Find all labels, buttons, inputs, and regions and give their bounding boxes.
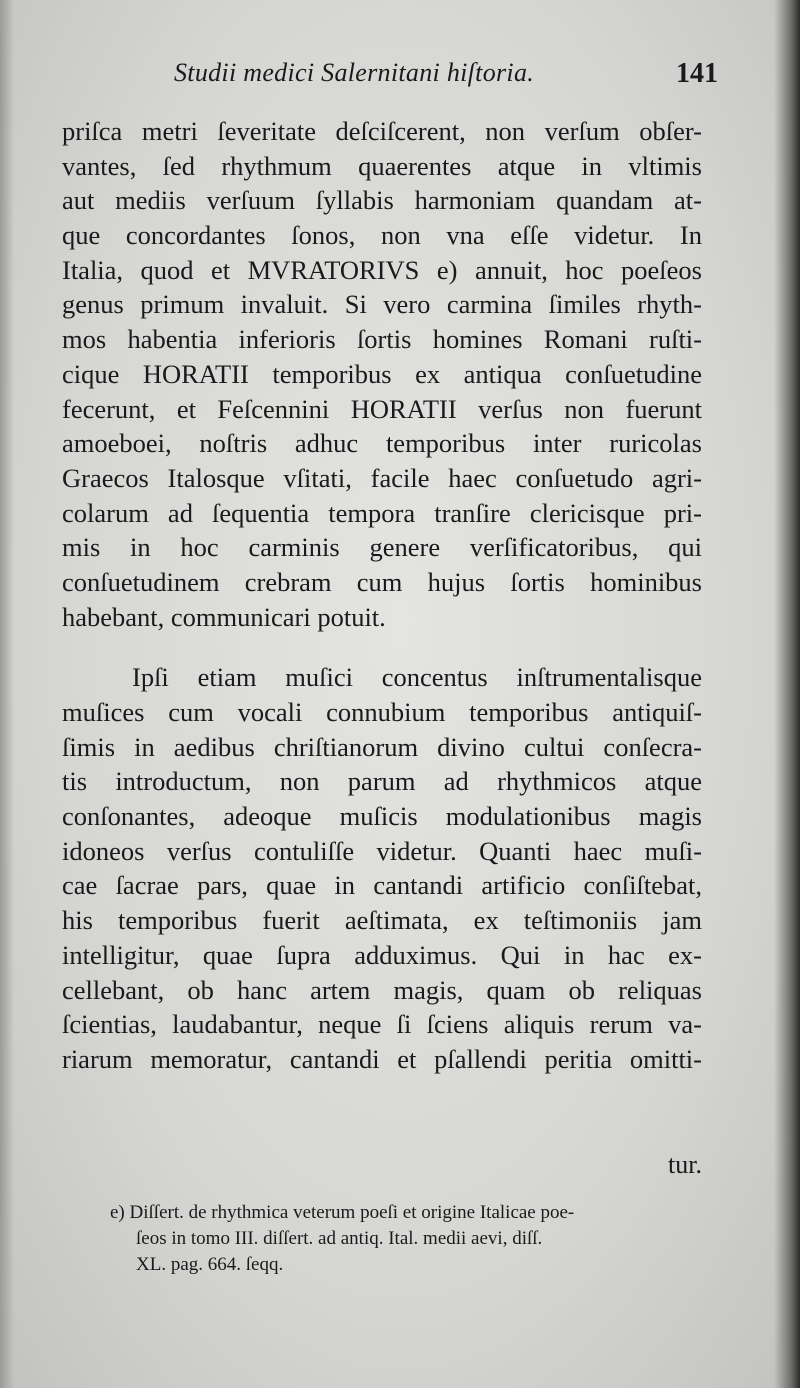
text-line: cique HORATII temporibus ex antiqua conſuetudine	[62, 358, 702, 389]
text-line: genus primum invaluit. Si vero carmina ſimiles rhyth-	[62, 289, 702, 320]
page-edge-shadow-right	[774, 0, 800, 1388]
text-line: cellebant, ob hanc artem magis, quam ob reliquas	[62, 974, 702, 1005]
page-number: 141	[676, 58, 718, 89]
text-line: colarum ad ſequentia tempora tranſire clericisque pri-	[62, 497, 702, 528]
footnote-line: XL. pag. 664. ſeqq.	[136, 1254, 284, 1275]
running-head: Studii medici Salernitani hiſtoria.	[174, 58, 535, 87]
text-line: cae ſacrae pars, quae in cantandi artificio conſiſtebat,	[62, 870, 702, 901]
text-line: Ipſi etiam muſici concentus inſtrumentalisque	[132, 662, 702, 693]
text-line: his temporibus fuerit aeſtimata, ex teſtimoniis jam	[62, 905, 702, 936]
text-line: muſices cum vocali connubium temporibus antiquiſ-	[62, 697, 702, 727]
text-line: riarum memoratur, cantandi et pſallendi peritia omitti-	[62, 1043, 702, 1074]
text-line: fecerunt, et Feſcennini HORATII verſus non fuerunt	[62, 393, 702, 424]
catchword: tur.	[668, 1150, 702, 1179]
text-line: Italia, quod et MVRATORIVS e) annuit, hoc poeſeos	[62, 254, 702, 285]
text-line: amoeboei, noſtris adhuc temporibus inter ruricolas	[62, 428, 702, 459]
text-line: conſonantes, adeoque muſicis modulationibus magis	[62, 801, 702, 832]
footnote-line: ſeos in tomo III. diſſert. ad antiq. Ital. medii aevi, diſſ.	[136, 1228, 543, 1249]
text-line: Graecos Italosque vſitati, facile haec conſuetudo agri-	[62, 462, 702, 493]
text-line: ſcientias, laudabantur, neque ſi ſciens aliquis rerum va-	[62, 1009, 702, 1040]
body-text	[62, 114, 702, 1077]
text-line: idoneos verſus contuliſſe videtur. Quanti haec muſi-	[62, 835, 702, 866]
text-line: mis in hoc carminis genere verſificatoribus, qui	[62, 532, 702, 563]
page-edge-shadow-left	[0, 0, 14, 1388]
paragraph-1	[62, 114, 702, 634]
text-line: intelligitur, quae ſupra adduximus. Qui in hac ex-	[62, 939, 702, 970]
page-header	[62, 50, 718, 94]
text-line: conſuetudinem crebram cum hujus ſortis hominibus	[62, 566, 702, 597]
text-line: mos habentia inferioris ſortis homines Romani ruſti-	[62, 324, 702, 355]
text-line: aut mediis verſuum ſyllabis harmoniam quandam at-	[62, 185, 702, 216]
footnote	[110, 1200, 704, 1278]
text-line: tis introductum, non parum ad rhythmicos atque	[62, 766, 702, 797]
text-line: que concordantes ſonos, non vna eſſe videtur. In	[62, 220, 702, 251]
text-line: vantes, ſed rhythmum quaerentes atque in vltimis	[62, 150, 702, 181]
text-line: habebant, communicari potuit.	[62, 601, 386, 632]
text-line: ſimis in aedibus chriſtianorum divino cultui conſecra-	[62, 731, 702, 762]
footnote-line: e) Diſſert. de rhythmica veterum poeſi et origine Italicae poe-	[110, 1202, 575, 1223]
paragraph-2	[62, 660, 702, 1076]
text-line: priſca metri ſeveritate deſciſcerent, non verſum obſer-	[62, 116, 702, 146]
